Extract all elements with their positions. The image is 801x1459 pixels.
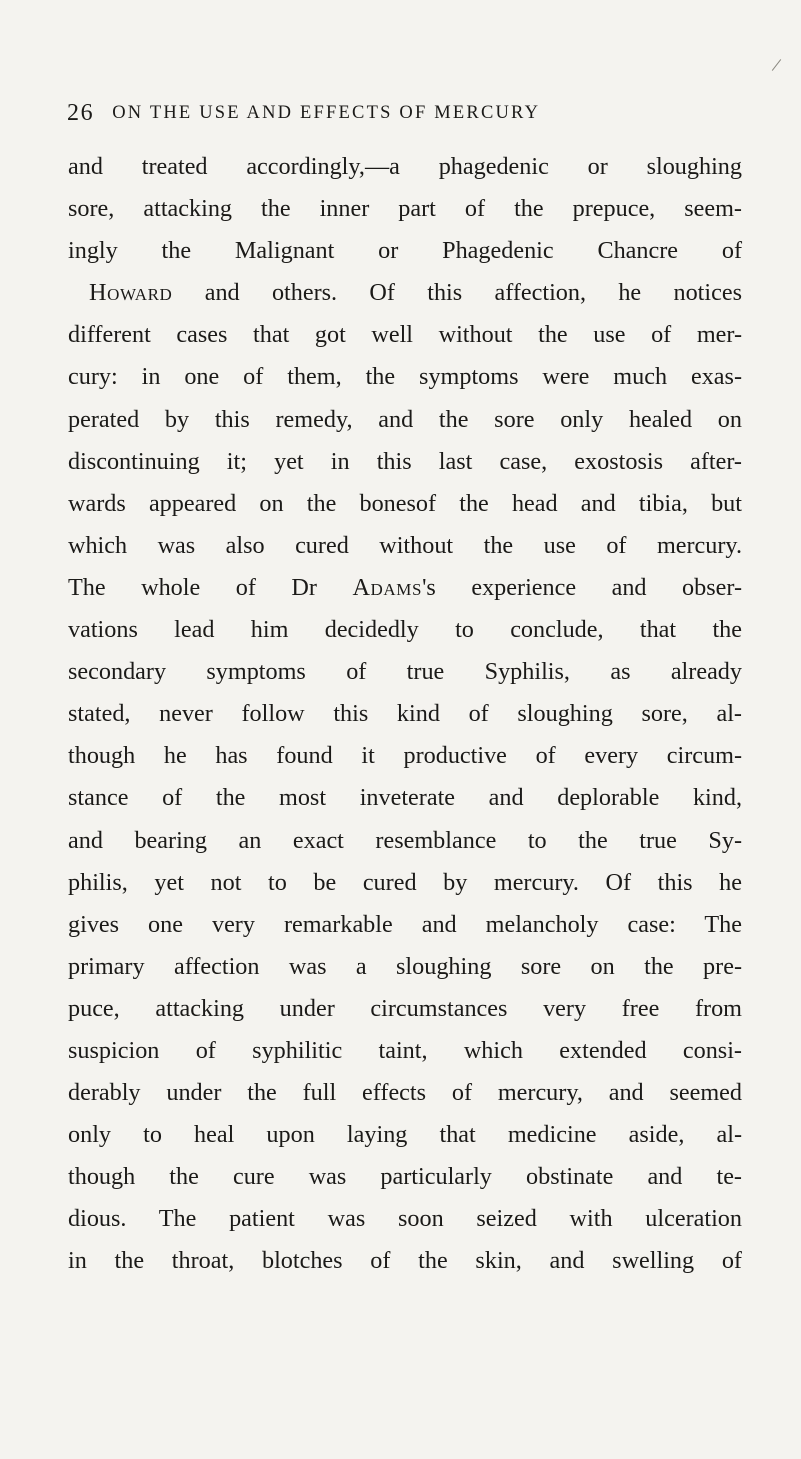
text-line: dious. The patient was soon seized with ulceration xyxy=(68,1205,742,1233)
text-line: gives one very remarkable and melancholy case: The xyxy=(68,910,742,938)
text-line: vations lead him decidedly to conclude, that the xyxy=(68,616,742,644)
page-mark xyxy=(772,59,781,71)
text-line: discontinuing it; yet in this last case, exostosis after- xyxy=(68,447,742,475)
text-line: stance of the most inveterate and deplorable kind, xyxy=(68,784,742,812)
running-header xyxy=(67,96,747,130)
text-line: philis, yet not to be cured by mercury. Of this he xyxy=(68,868,742,896)
text-line: only to heal upon laying that medicine aside, al- xyxy=(68,1121,742,1149)
text-line: cury: in one of them, the symptoms were much exas- xyxy=(68,363,742,391)
text-line: sore, attacking the inner part of the prepuce, seem- xyxy=(68,195,742,223)
running-title: ON THE USE AND EFFECTS OF MERCURY xyxy=(112,102,541,123)
text-line: though the cure was particularly obstinate and te- xyxy=(68,1163,742,1191)
text-line: wards appeared on the bonesof the head and tibia, but xyxy=(68,489,742,517)
text-line: suspicion of syphilitic taint, which extended consi- xyxy=(68,1036,742,1064)
text-line: and treated accordingly,—a phagedenic or sloughing xyxy=(68,153,742,180)
small-caps-name: Howard xyxy=(89,279,173,307)
text-line: different cases that got well without the use of mer- xyxy=(68,321,742,349)
text-line: in the throat, blotches of the skin, and swelling of xyxy=(68,1247,742,1275)
text-line: secondary symptoms of true Syphilis, as already xyxy=(68,658,742,686)
text-line: perated by this remedy, and the sore only healed on xyxy=(68,405,742,433)
text-line: primary affection was a sloughing sore on the pre- xyxy=(68,952,742,980)
text-line: which was also cured without the use of mercury. xyxy=(68,531,742,559)
text-line: derably under the full effects of mercury, and seemed xyxy=(68,1079,742,1107)
text-line: puce, attacking under circumstances very free from xyxy=(68,994,742,1022)
page-number: 26 xyxy=(67,99,95,126)
text-line: The whole of Dr Adams's experience and obser- xyxy=(68,573,743,601)
text-line: Howard and others. Of this affection, he notices xyxy=(89,279,742,307)
text-line: stated, never follow this kind of sloughing sore, al- xyxy=(68,700,742,728)
body-text xyxy=(68,146,742,1283)
text-line: ingly the Malignant or Phagedenic Chancre of xyxy=(68,237,742,265)
small-caps-name: Adams xyxy=(352,573,423,601)
text-line: and bearing an exact resemblance to the true Sy- xyxy=(68,826,742,854)
text-line: though he has found it productive of every circum- xyxy=(68,742,742,770)
